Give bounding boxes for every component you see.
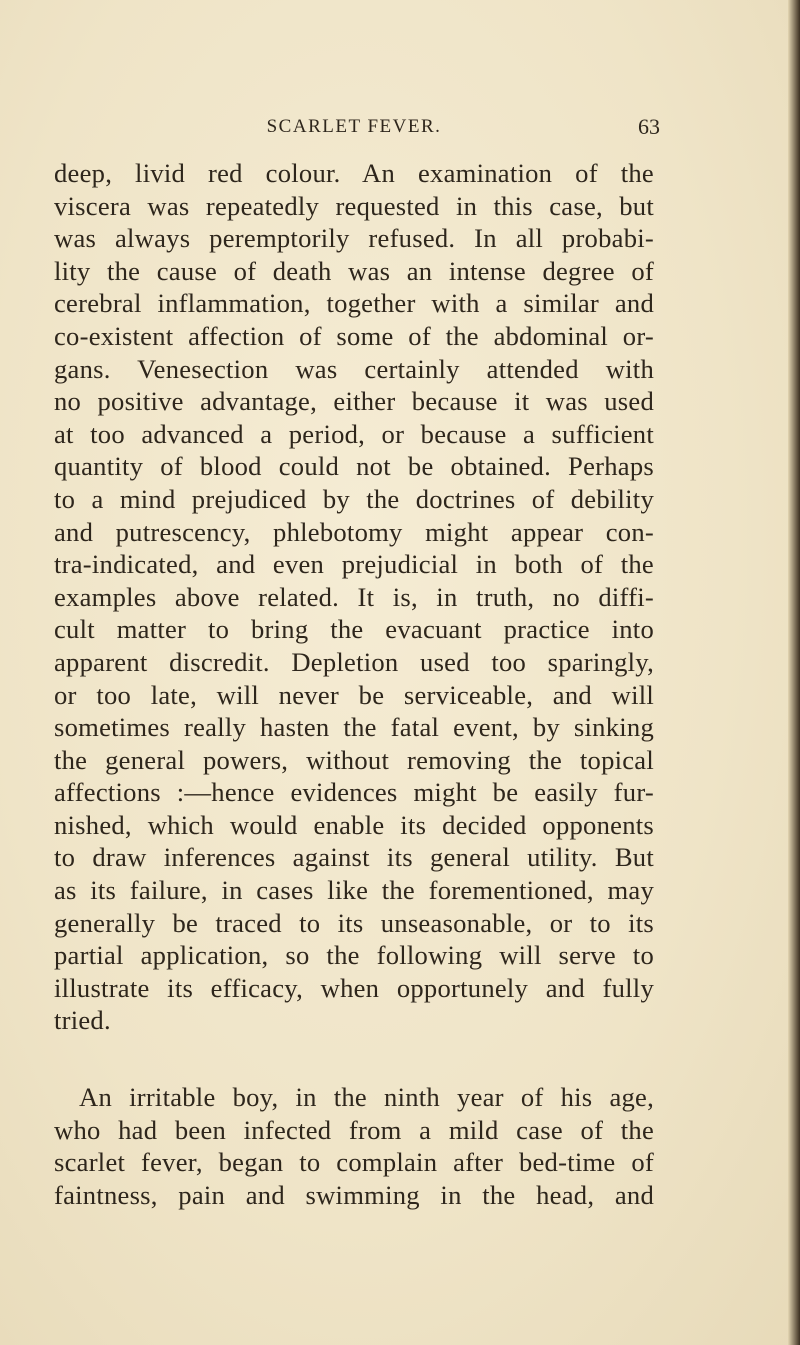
text-line: as its failure, in cases like the forementioned, may (54, 875, 654, 906)
paragraph (54, 1081, 654, 1211)
text-line: illustrate its efficacy, when opportunely and fully (54, 972, 654, 1003)
text-line: scarlet fever, began to complain after bed-time of (54, 1147, 654, 1178)
text-line: deep, livid red colour. An examination of the (54, 158, 654, 188)
paragraph (54, 157, 654, 1037)
text-line: faintness, pain and swimming in the head, and (54, 1179, 654, 1210)
text-line: or too late, will never be serviceable, and will (54, 679, 654, 710)
page-edge-shadow (788, 0, 800, 1345)
text-line: quantity of blood could not be obtained. Perhaps (54, 451, 654, 482)
text-line: tried. (54, 1005, 111, 1036)
text-line: affections :—hence evidences might be easily fur- (54, 777, 654, 808)
text-line: co-existent affection of some of the abdominal or- (54, 320, 654, 351)
page-header (54, 114, 660, 144)
text-line: the general powers, without removing the topical (54, 744, 654, 775)
text-line: nished, which would enable its decided opponents (54, 809, 654, 840)
text-line: cult matter to bring the evacuant practice into (54, 614, 654, 645)
text-line: who had been infected from a mild case of the (54, 1114, 654, 1145)
text-line: to draw inferences against its general utility. But (54, 842, 654, 873)
text-line: gans. Venesection was certainly attended with (54, 353, 654, 384)
text-line: apparent discredit. Depletion used too sparingly, (54, 646, 654, 677)
body-text (54, 157, 654, 1211)
text-line: examples above related. It is, in truth, no diffi- (54, 581, 654, 612)
text-line: An irritable boy, in the ninth year of his age, (79, 1082, 654, 1113)
text-line: and putrescency, phlebotomy might appear con- (54, 516, 654, 547)
text-line: tra-indicated, and even prejudicial in both of the (54, 549, 654, 580)
page-number: 63 (638, 114, 660, 139)
paragraph-gap (54, 1037, 654, 1081)
text-line: cerebral inflammation, together with a similar and (54, 288, 654, 319)
text-line: sometimes really hasten the fatal event, by sinking (54, 712, 654, 743)
text-line: no positive advantage, either because it was used (54, 386, 654, 417)
running-head: SCARLET FEVER. (266, 116, 442, 137)
text-line: lity the cause of death was an intense degree of (54, 255, 654, 286)
text-line: to a mind prejudiced by the doctrines of debility (54, 483, 654, 514)
text-line: partial application, so the following will serve to (54, 940, 654, 971)
text-line: was always peremptorily refused. In all probabi- (54, 223, 654, 254)
text-line: viscera was repeatedly requested in this case, but (54, 190, 654, 221)
text-line: generally be traced to its unseasonable, or to its (54, 907, 654, 938)
text-line: at too advanced a period, or because a sufficient (54, 418, 654, 449)
